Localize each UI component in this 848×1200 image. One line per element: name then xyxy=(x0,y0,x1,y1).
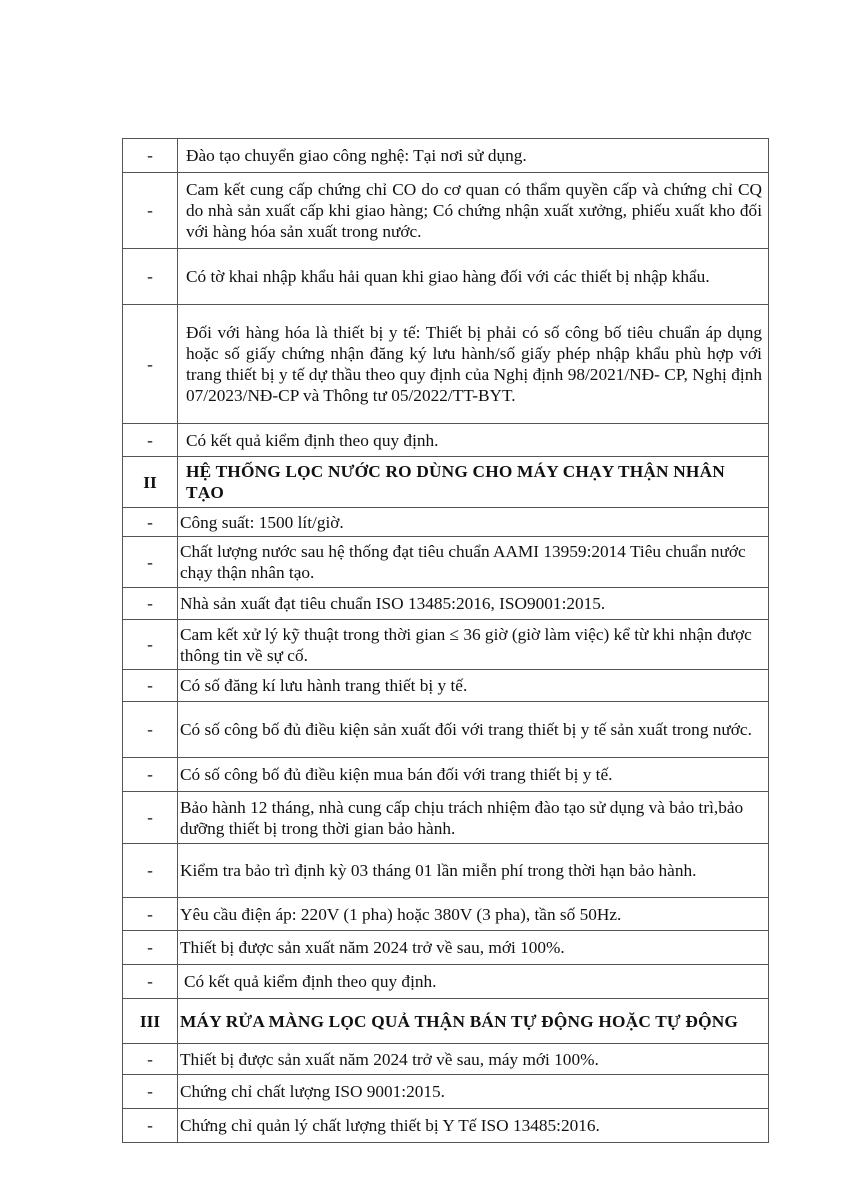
table-row xyxy=(123,965,769,999)
row-marker: - xyxy=(123,424,178,457)
section-number: II xyxy=(123,457,178,508)
table-row xyxy=(123,844,769,898)
section-title: MÁY RỬA MÀNG LỌC QUẢ THẬN BÁN TỰ ĐỘNG HOẶC TỰ ĐỘNG xyxy=(178,999,769,1044)
row-text: Đối với hàng hóa là thiết bị y tế: Thiết bị phải có số công bố tiêu chuẩn áp dụng hoặc số giấy chứng nhận đăng ký lưu hành/số giấy phép nhập khẩu phù hợp với trang thiết bị y tế dự thầu theo quy định của Nghị định 98/2021/NĐ- CP, Nghị định 07/2023/NĐ-CP và Thông tư 05/2022/TT-BYT. xyxy=(178,305,769,424)
row-marker: - xyxy=(123,249,178,305)
row-text: Thiết bị được sản xuất năm 2024 trở về sau, máy mới 100%. xyxy=(178,1044,769,1075)
section-title: HỆ THỐNG LỌC NƯỚC RO DÙNG CHO MÁY CHẠY THẬN NHÂN TẠO xyxy=(178,457,769,508)
row-marker: - xyxy=(123,1044,178,1075)
table-row xyxy=(123,898,769,931)
table-row xyxy=(123,139,769,173)
row-text: Yêu cầu điện áp: 220V (1 pha) hoặc 380V (3 pha), tần số 50Hz. xyxy=(178,898,769,931)
row-marker: - xyxy=(123,702,178,758)
section-header-row xyxy=(123,999,769,1044)
section-number: III xyxy=(123,999,178,1044)
row-marker: - xyxy=(123,1075,178,1109)
table-row xyxy=(123,1075,769,1109)
row-marker: - xyxy=(123,620,178,670)
table-row xyxy=(123,620,769,670)
table-row xyxy=(123,305,769,424)
row-marker: - xyxy=(123,305,178,424)
section-header-row xyxy=(123,457,769,508)
table-row xyxy=(123,537,769,588)
table-row xyxy=(123,424,769,457)
table-row xyxy=(123,1044,769,1075)
table-row xyxy=(123,670,769,702)
row-text: Cam kết xử lý kỹ thuật trong thời gian ≤ 36 giờ (giờ làm việc) kể từ khi nhận được thông tin về sự cố. xyxy=(178,620,769,670)
table-row xyxy=(123,792,769,844)
row-text: Cam kết cung cấp chứng chỉ CO do cơ quan có thẩm quyền cấp và chứng chỉ CQ do nhà sản xuất cấp khi giao hàng; Có chứng nhận xuất xưởng, phiếu xuất kho đối với hàng hóa sản xuất trong nước. xyxy=(178,173,769,249)
table-row xyxy=(123,1109,769,1143)
table-row xyxy=(123,931,769,965)
table-row xyxy=(123,249,769,305)
row-marker: - xyxy=(123,898,178,931)
row-text: Đào tạo chuyển giao công nghệ: Tại nơi sử dụng. xyxy=(178,139,769,173)
row-marker: - xyxy=(123,173,178,249)
row-text: Thiết bị được sản xuất năm 2024 trở về sau, mới 100%. xyxy=(178,931,769,965)
row-marker: - xyxy=(123,508,178,537)
row-marker: - xyxy=(123,588,178,620)
row-text: Có tờ khai nhập khẩu hải quan khi giao hàng đối với các thiết bị nhập khẩu. xyxy=(178,249,769,305)
row-marker: - xyxy=(123,965,178,999)
row-text: Chất lượng nước sau hệ thống đạt tiêu chuẩn AAMI 13959:2014 Tiêu chuẩn nước chạy thận nhân tạo. xyxy=(178,537,769,588)
row-marker: - xyxy=(123,537,178,588)
row-text: Chứng chỉ quản lý chất lượng thiết bị Y Tế ISO 13485:2016. xyxy=(178,1109,769,1143)
row-marker: - xyxy=(123,139,178,173)
table-row xyxy=(123,508,769,537)
table-row xyxy=(123,588,769,620)
row-text: Công suất: 1500 lít/giờ. xyxy=(178,508,769,537)
table-row xyxy=(123,758,769,792)
row-text: Kiểm tra bảo trì định kỳ 03 tháng 01 lần miễn phí trong thời hạn bảo hành. xyxy=(178,844,769,898)
row-text: Có số công bố đủ điều kiện mua bán đối với trang thiết bị y tế. xyxy=(178,758,769,792)
row-marker: - xyxy=(123,670,178,702)
row-text: Nhà sản xuất đạt tiêu chuẩn ISO 13485:2016, ISO9001:2015. xyxy=(178,588,769,620)
row-text: Có số công bố đủ điều kiện sản xuất đối với trang thiết bị y tế sản xuất trong nước. xyxy=(178,702,769,758)
row-text: Chứng chỉ chất lượng ISO 9001:2015. xyxy=(178,1075,769,1109)
table-row xyxy=(123,173,769,249)
row-marker: - xyxy=(123,1109,178,1143)
row-text: Có số đăng kí lưu hành trang thiết bị y tế. xyxy=(178,670,769,702)
row-text: Có kết quả kiểm định theo quy định. xyxy=(178,965,769,999)
row-text: Bảo hành 12 tháng, nhà cung cấp chịu trách nhiệm đào tạo sử dụng và bảo trì,bảo dưỡng thiết bị trong thời gian bảo hành. xyxy=(178,792,769,844)
row-marker: - xyxy=(123,931,178,965)
specification-table xyxy=(122,138,769,1143)
row-marker: - xyxy=(123,792,178,844)
row-marker: - xyxy=(123,844,178,898)
row-text: Có kết quả kiểm định theo quy định. xyxy=(178,424,769,457)
row-marker: - xyxy=(123,758,178,792)
table-row xyxy=(123,702,769,758)
